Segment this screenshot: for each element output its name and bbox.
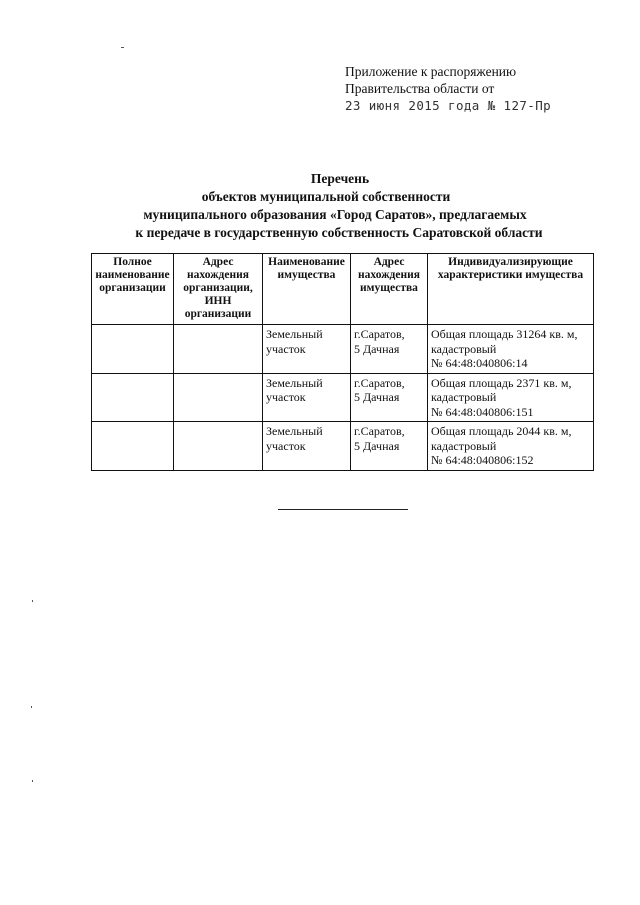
document-title bbox=[0, 170, 640, 242]
cadastral-number: № 64:48:040806:152 bbox=[431, 453, 534, 467]
cell-org bbox=[92, 373, 174, 422]
closing-line bbox=[278, 509, 408, 510]
appendix-note bbox=[345, 63, 551, 114]
title-line: муниципального образования «Город Саратов», предлагаемых bbox=[143, 207, 527, 222]
cadastral-label: кадастровый bbox=[431, 390, 497, 404]
title-line: Перечень bbox=[310, 171, 370, 186]
cell-characteristics bbox=[428, 373, 594, 422]
area-text: Общая площадь 2371 кв. м, bbox=[431, 375, 572, 390]
cell-property-address bbox=[351, 373, 428, 422]
scan-speck bbox=[31, 706, 32, 708]
cell-org bbox=[92, 325, 174, 374]
appendix-date: 23 июня 2015 года № 127-Пр bbox=[345, 98, 552, 113]
appendix-line: Приложение к распоряжению bbox=[345, 64, 517, 79]
title-line: объектов муниципальной собственности bbox=[201, 189, 451, 204]
cell-property-address bbox=[351, 422, 428, 471]
cell-property-name bbox=[263, 325, 351, 374]
cadastral-number: № 64:48:040806:151 bbox=[431, 404, 534, 419]
address-line: г.Саратов, bbox=[354, 375, 405, 390]
area-text: Общая площадь 31264 кв. м, bbox=[431, 327, 578, 341]
property-name-line: участок bbox=[266, 341, 306, 356]
address-line: 5 Дачная bbox=[354, 438, 400, 453]
table-row bbox=[92, 422, 594, 471]
cell-property-name bbox=[263, 373, 351, 422]
property-name-line: Земельный bbox=[266, 375, 323, 390]
cell-org-address bbox=[174, 373, 263, 422]
cell-org-address bbox=[174, 325, 263, 374]
address-line: г.Саратов, bbox=[354, 424, 405, 438]
address-line: 5 Дачная bbox=[354, 390, 400, 404]
scan-speck bbox=[32, 600, 33, 602]
cell-characteristics bbox=[428, 325, 594, 374]
table-row bbox=[92, 325, 594, 374]
header-property-address: Адрес нахождения имущества bbox=[351, 254, 428, 325]
appendix-line: Правительства области от bbox=[345, 81, 495, 96]
cell-org-address bbox=[174, 422, 263, 471]
cell-org bbox=[92, 422, 174, 471]
cell-property-address bbox=[351, 325, 428, 374]
property-name-line: участок bbox=[266, 390, 306, 404]
scan-speck bbox=[121, 47, 124, 48]
area-text: Общая площадь 2044 кв. м, bbox=[431, 424, 572, 438]
title-line: к передаче в государственную собственность Саратовской области bbox=[135, 225, 543, 240]
property-table bbox=[91, 253, 594, 471]
header-org-address: Адрес нахождения организации, ИНН организации bbox=[174, 254, 263, 325]
header-characteristics: Индивидуализирующие характеристики имущества bbox=[428, 254, 594, 325]
cadastral-label: кадастровый bbox=[431, 438, 497, 453]
header-org: Полное наименование организации bbox=[92, 254, 174, 325]
address-line: 5 Дачная bbox=[354, 341, 400, 356]
cell-characteristics bbox=[428, 422, 594, 471]
scan-speck bbox=[32, 780, 33, 782]
property-name-line: участок bbox=[266, 438, 306, 453]
cadastral-label: кадастровый bbox=[431, 341, 497, 356]
table-row bbox=[92, 373, 594, 422]
header-property-name: Наименование имущества bbox=[263, 254, 351, 325]
table-header-row bbox=[92, 254, 594, 325]
cadastral-number: № 64:48:040806:14 bbox=[431, 356, 528, 370]
property-name-line: Земельный bbox=[266, 327, 323, 341]
address-line: г.Саратов, bbox=[354, 327, 405, 341]
cell-property-name bbox=[263, 422, 351, 471]
property-name-line: Земельный bbox=[266, 424, 323, 438]
